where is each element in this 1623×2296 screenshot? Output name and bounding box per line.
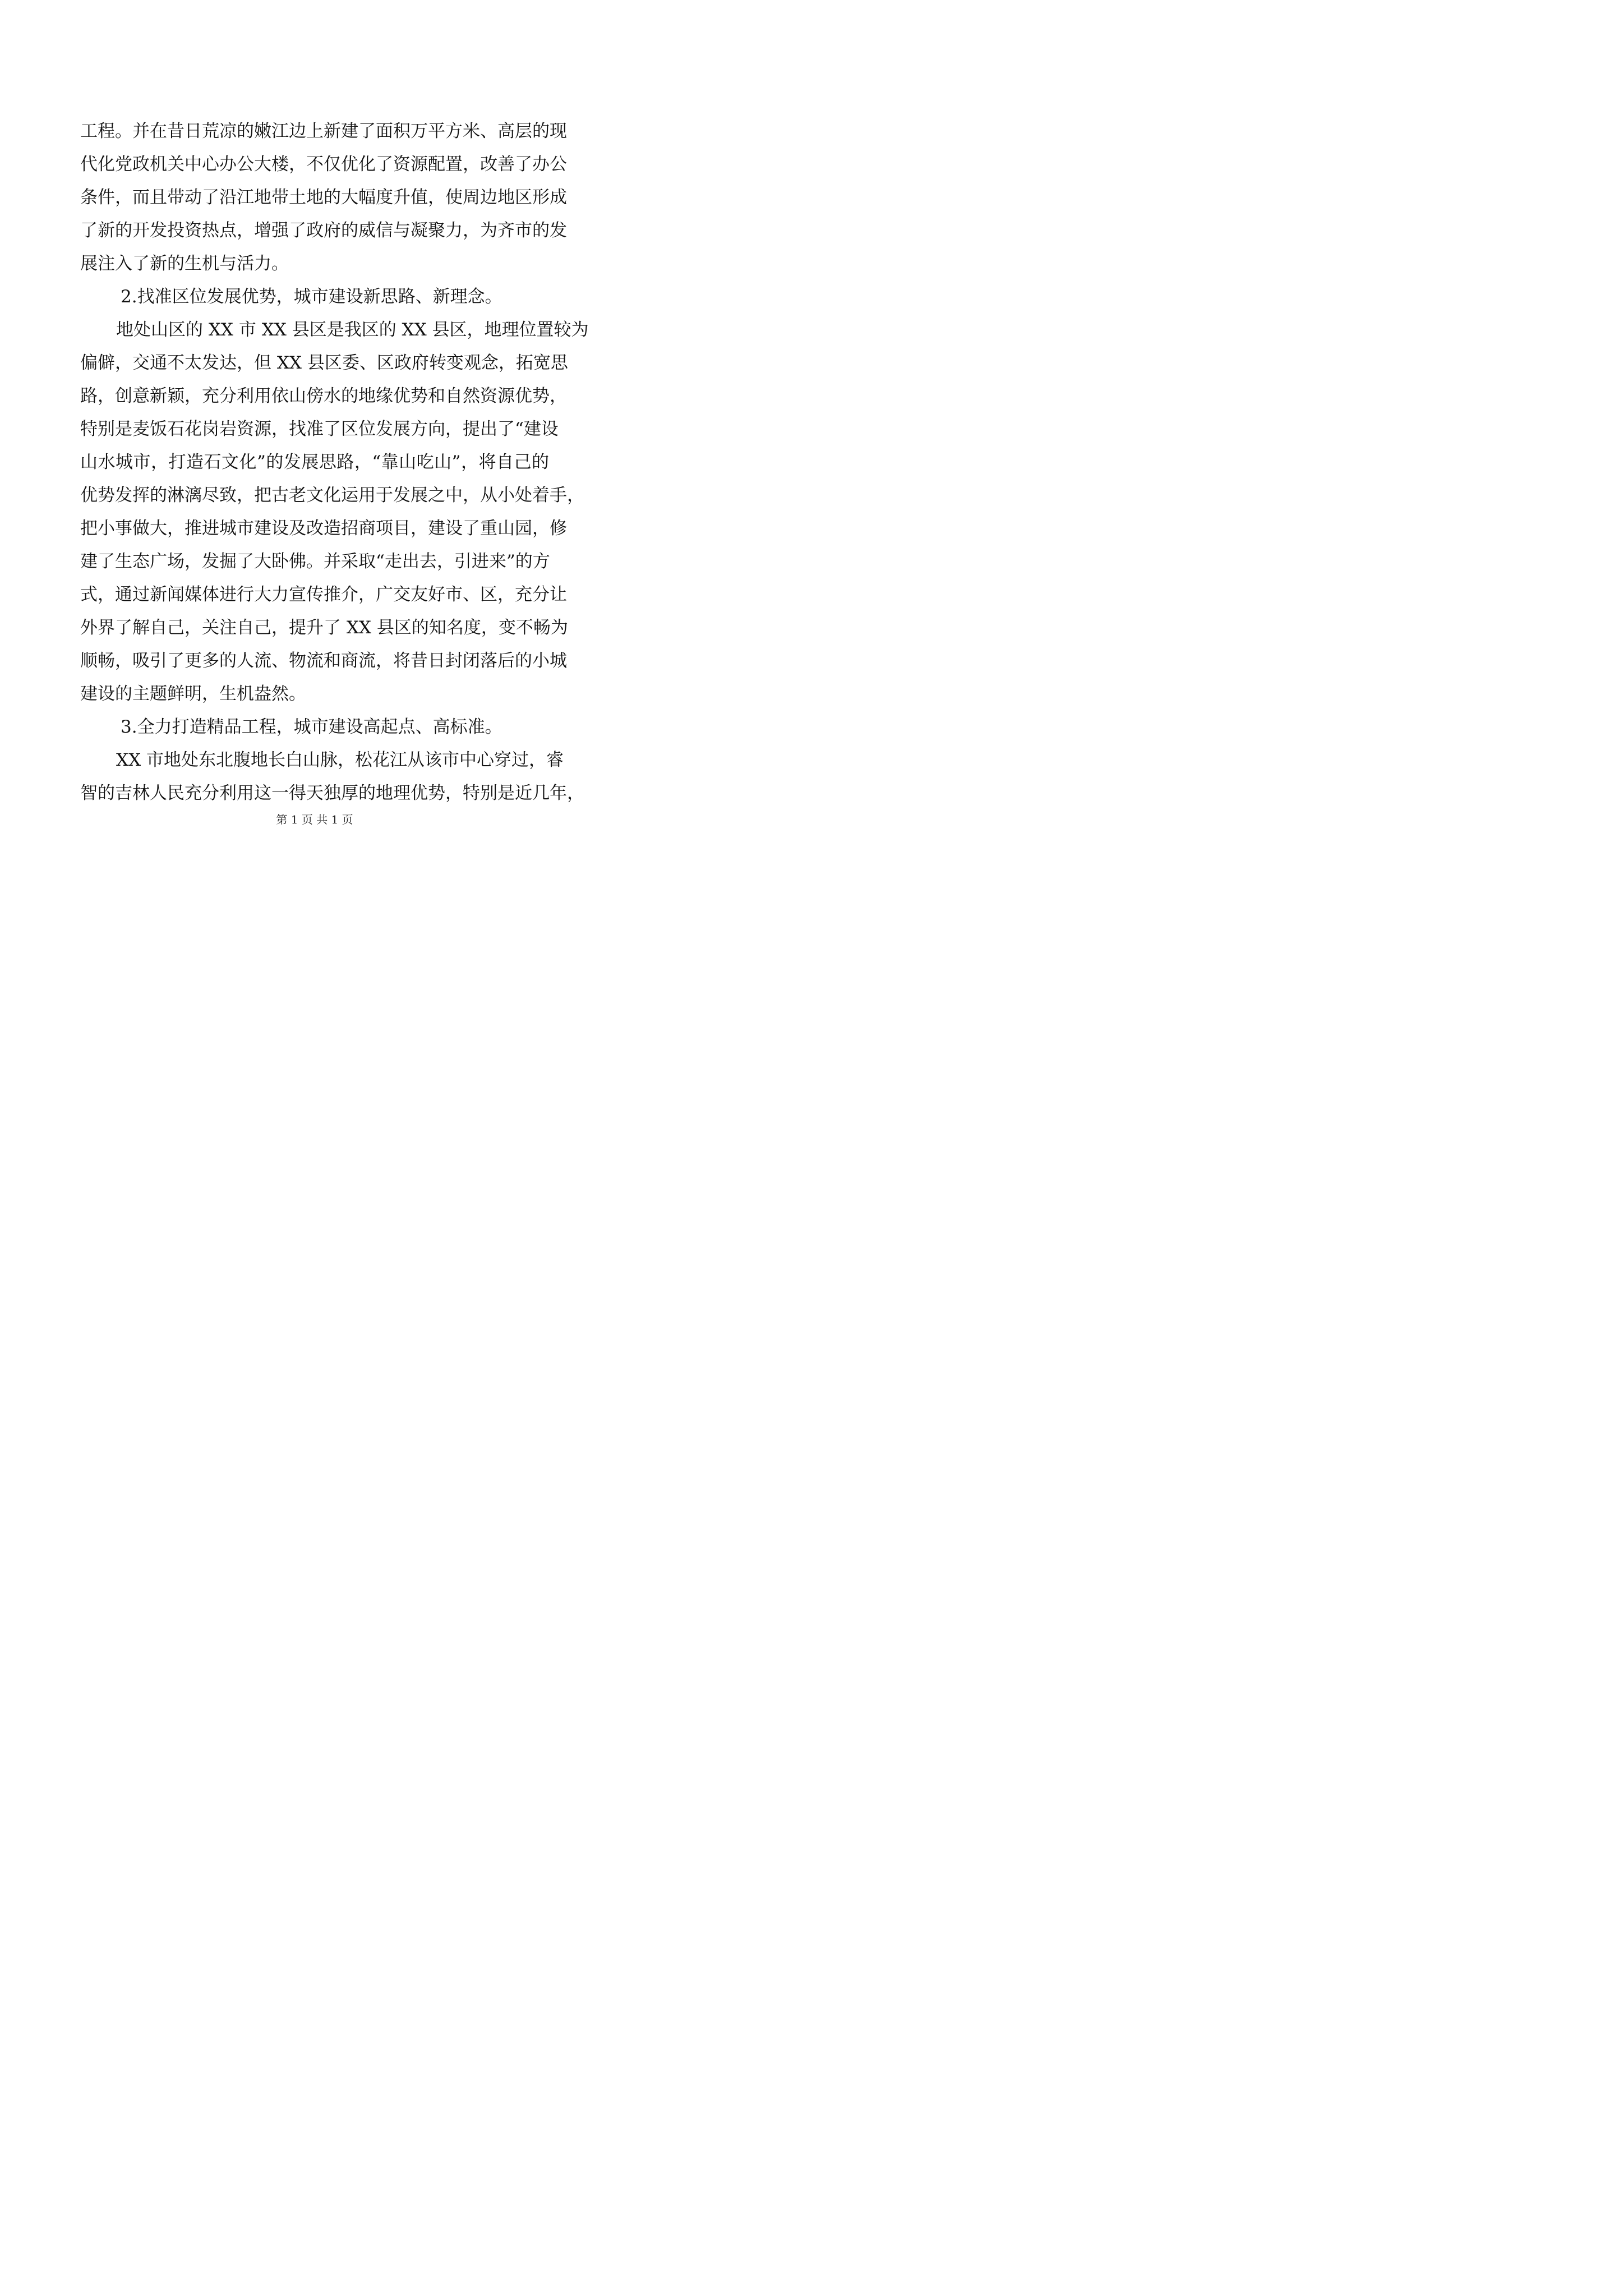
body-text-line: 建了生态广场，发掘了大卧佛。并采取“走出去，引进来”的方: [80, 551, 550, 572]
section-heading: 3.全力打造精品工程，城市建设高起点、高标准。: [121, 717, 502, 737]
body-text-line: 展注入了新的生机与活力。: [80, 254, 289, 274]
paragraph-first-line: XX 市地处东北腹地长白山脉，松花江从该市中心穿过，睿: [116, 750, 564, 770]
body-text-line: 了新的开发投资热点，增强了政府的威信与凝聚力，为齐市的发: [80, 220, 567, 241]
body-text-line: 式，通过新闻媒体进行大力宣传推介，广交友好市、区，充分让: [80, 585, 567, 605]
body-text-line: 把小事做大，推进城市建设及改造招商项目，建设了重山园，修: [80, 518, 567, 539]
page-footer: 第 1 页 共 1 页: [276, 813, 353, 826]
body-text-line: 代化党政机关中心办公大楼，不仅优化了资源配置，改善了办公: [80, 154, 567, 174]
body-text-line: 特别是麦饭石花岗岩资源，找准了区位发展方向，提出了“建设: [80, 419, 559, 439]
body-text-line: 建设的主题鲜明，生机盎然。: [80, 684, 306, 704]
body-text-line: 智的吉林人民充分利用这一得天独厚的地理优势，特别是近几年，: [80, 783, 584, 803]
body-text-line: 外界了解自己，关注自己，提升了 XX 县区的知名度，变不畅为: [80, 618, 568, 638]
paragraph-first-line: 地处山区的 XX 市 XX 县区是我区的 XX 县区，地理位置较为: [116, 320, 589, 340]
body-text-line: 山水城市，打造石文化”的发展思路，“靠山吃山”，将自己的: [80, 452, 549, 472]
body-text-line: 工程。并在昔日荒凉的嫩江边上新建了面积万平方米、高层的现: [80, 121, 567, 141]
body-text-line: 优势发挥的淋漓尽致，把古老文化运用于发展之中，从小处着手，: [80, 485, 584, 505]
body-text-line: 路，创意新颖，充分利用依山傍水的地缘优势和自然资源优势，: [80, 386, 567, 406]
body-text-line: 顺畅，吸引了更多的人流、物流和商流，将昔日封闭落后的小城: [80, 651, 567, 671]
section-heading: 2.找准区位发展优势，城市建设新思路、新理念。: [121, 287, 502, 307]
body-text-line: 偏僻，交通不太发达，但 XX 县区委、区政府转变观念，拓宽思: [80, 353, 568, 373]
document-page: [0, 0, 629, 890]
body-text-line: 条件，而且带动了沿江地带土地的大幅度升值，使周边地区形成: [80, 187, 567, 208]
